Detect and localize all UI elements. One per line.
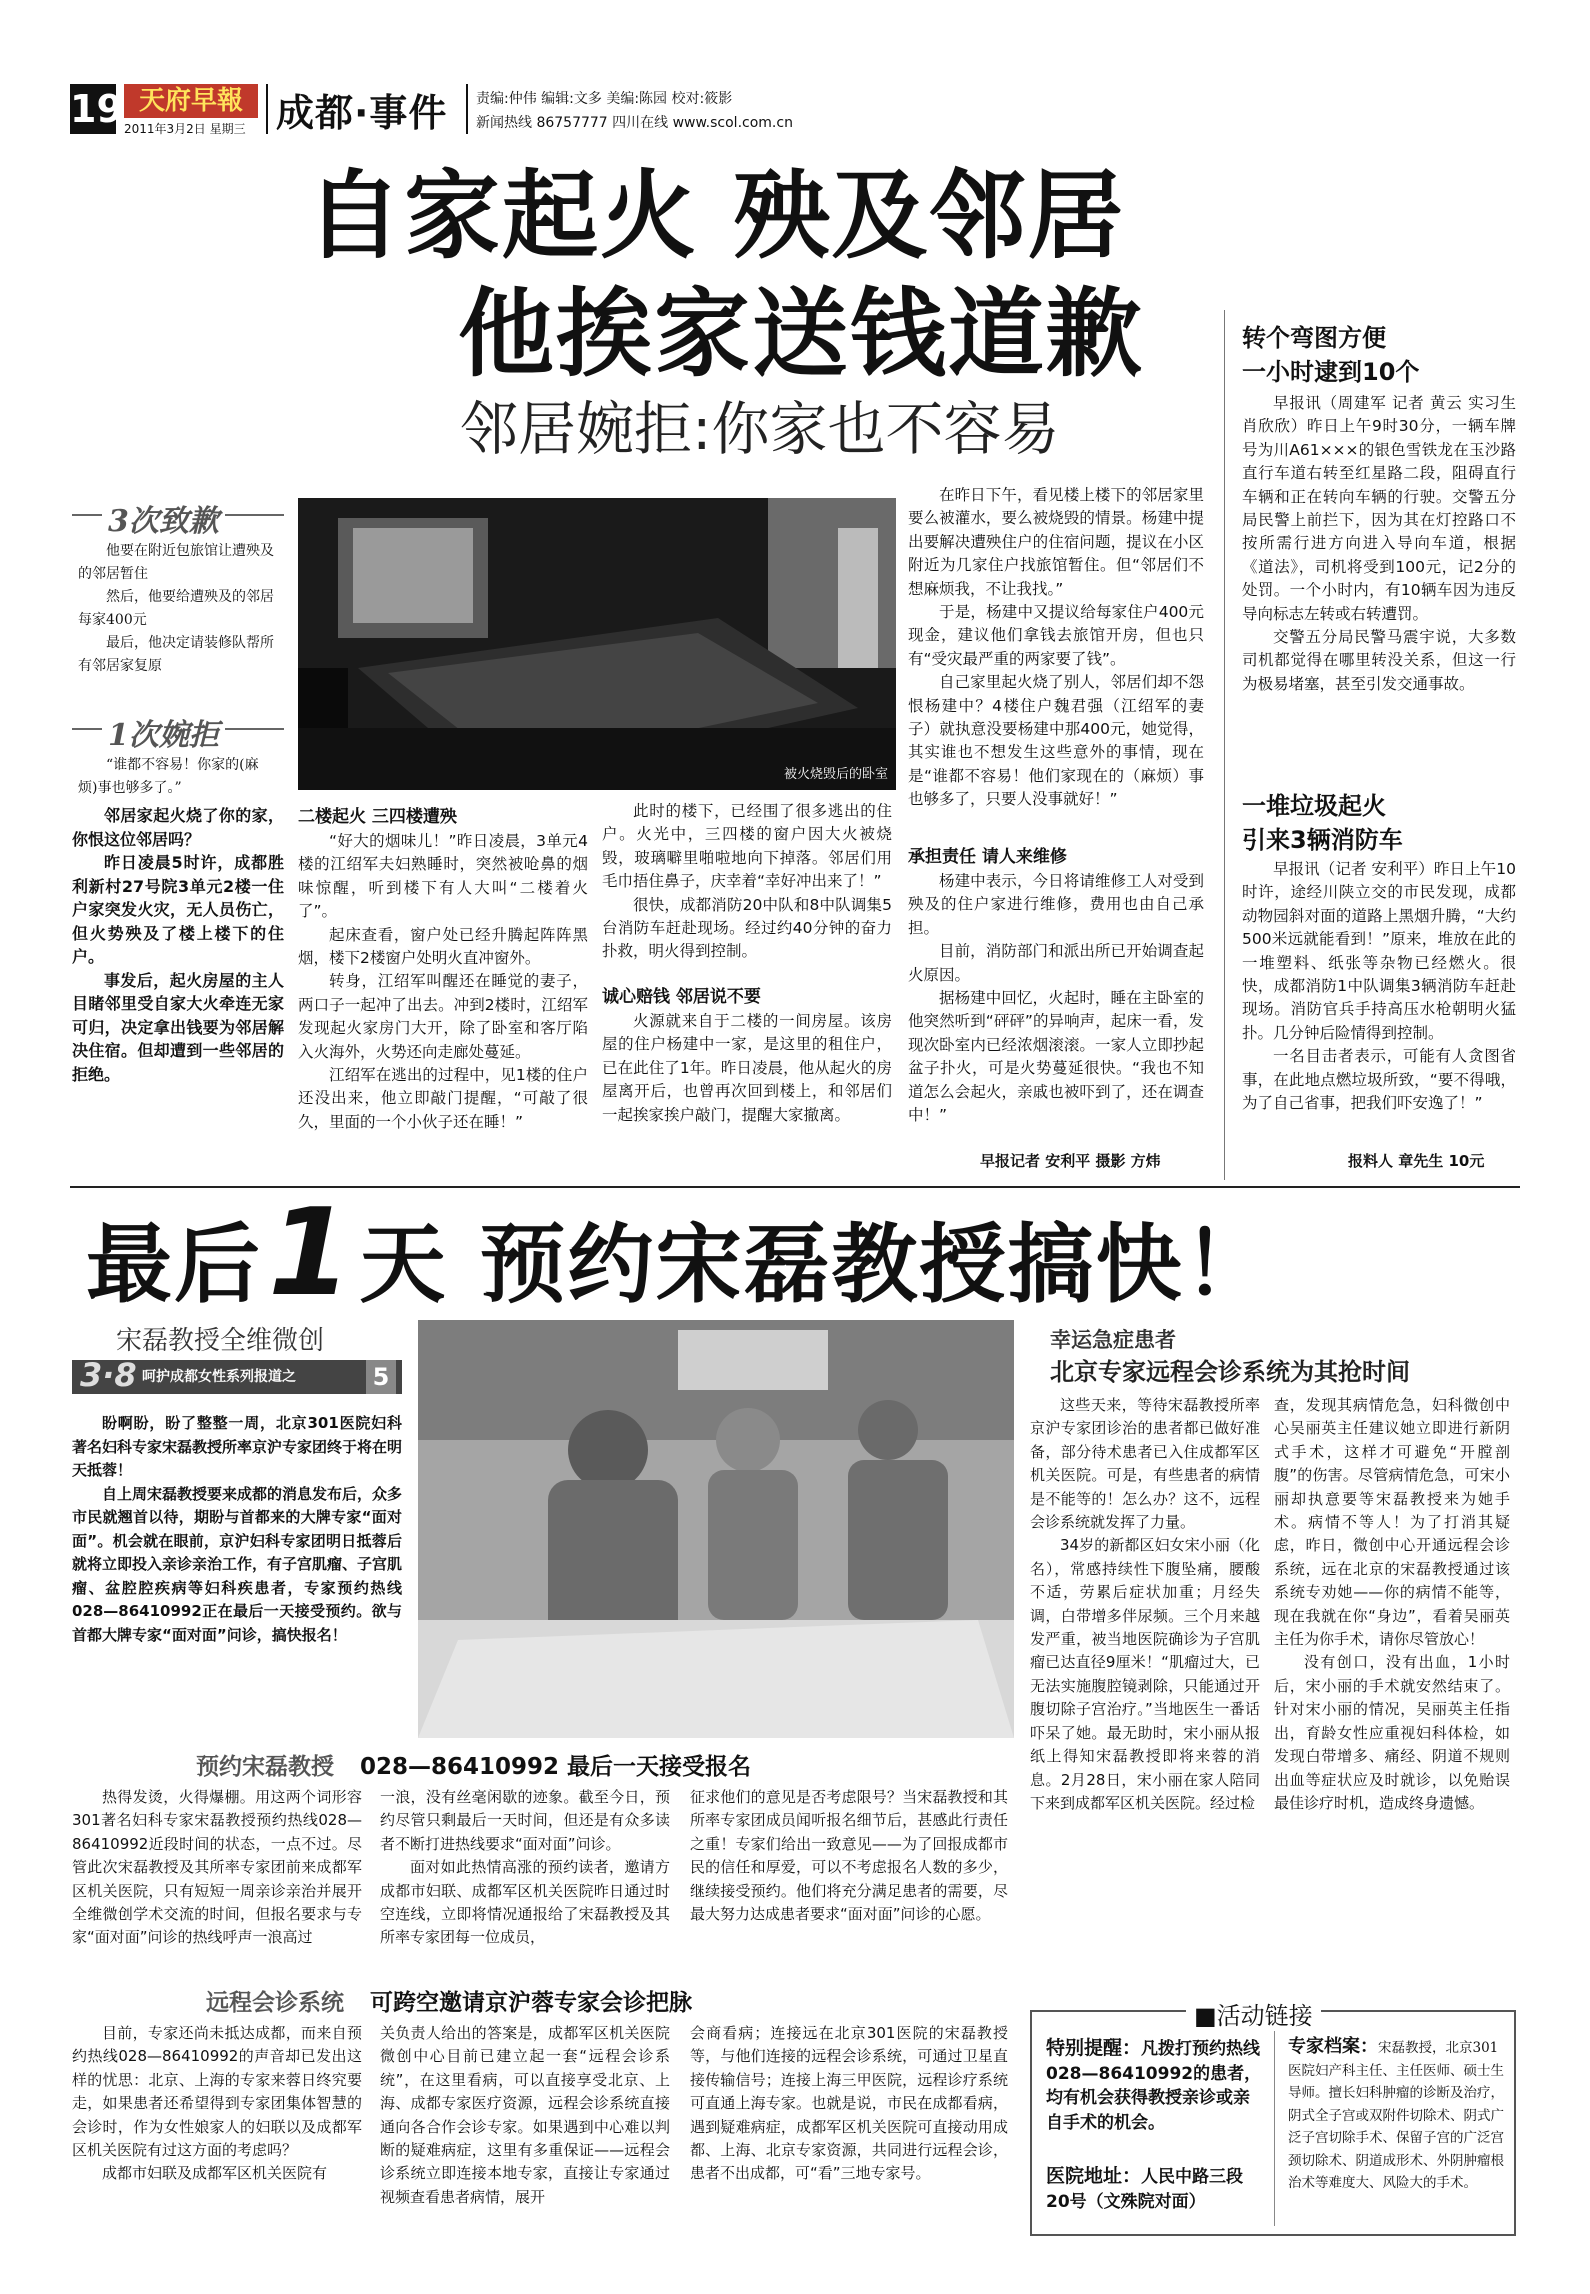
fire-byline: 早报记者 安利平 摄影 方炜 (980, 1152, 1161, 1170)
issue-date: 2011年3月2日 星期三 (124, 122, 246, 136)
editor-credits: 责编:仲伟 编辑:文多 美编:陈园 校对:筱影 (476, 91, 733, 107)
song-body-b3 (690, 2022, 1008, 2186)
burned-bedroom-photo (298, 498, 896, 790)
body-paragraph: 一名目击者表示，可能有人贪图省事，在此地点燃垃圾所致，“要不得哦，为了自己省事，把我们吓安逸了！” (1242, 1047, 1516, 1113)
refusal-sidebar (72, 710, 284, 796)
body-paragraph: 会商看病；连接远在北京301医院的宋磊教授等，与他们连接的远程会诊系统，可通过卫星直接传输信号；连接上海三甲医院，远程诊疗系统可直通上海专家。也就是说，市民在成都看病，遇到疑难病症，成都军区机关医院可直接动用成都、上海、北京专家资源，共同进行远程会诊，患者不出成都，可“看”三地专家号。 (690, 2024, 1008, 2183)
body-paragraph: 自己家里起火烧了别人，邻居们却不怨恨杨建中？4楼住户魏君强（江绍军的妻子）就执意没要杨建中那400元，她觉得，其实谁也不想发生这些意外的事情，现在是“谁都不容易！他们家现在的（麻烦）事也够多了，只要人没事就好！” (908, 673, 1204, 809)
brief-2-body (1242, 858, 1516, 1115)
burned-bedroom-image (298, 498, 896, 790)
photo-caption: 被火烧毁后的卧室 (783, 767, 888, 782)
song-body-b1 (72, 2022, 362, 2186)
sidebar-title-refusal: 1次婉拒 (102, 710, 225, 754)
body-paragraph: 面对如此热情高涨的预约读者，邀请方成都市妇联、成都军区机关医院昨日通过时空连线，立即将情况通报给了宋磊教授及其所率专家团每一位成员， (380, 1858, 670, 1947)
section-title: 成都·事件 (276, 91, 448, 135)
lucky-headline-2: 北京专家远程会诊系统为其抢时间 (1050, 1358, 1410, 1386)
activity-link-label: ■活动链接 (1186, 1996, 1321, 2031)
lead-paragraph: 昨日凌晨5时许，成都胜利新村27号院3单元2楼一住户家突发火灾，无人员伤亡，但火势殃及了楼上楼下的住户。 (72, 853, 284, 966)
body-paragraph: 据杨建中回忆，火起时，睡在主卧室的他突然听到“砰砰”的异响声，起床一看，发现次卧室内已经浓烟滚滚。一家人立即抄起盆子扑火，可是火势蔓延很快。“我也不知道怎么会起火，亲戚也被吓到了，还在调查中！” (908, 989, 1204, 1125)
body-paragraph: 火源就来自于二楼的一间房屋。该房屋的住户杨建中一家，是这里的租住户，已在此住了1年。昨日凌晨，他从起火的房屋离开后，也曾再次回到楼上，和邻居们一起挨家挨户敲门，提醒大家撤离。 (602, 1012, 892, 1124)
masthead-divider-2 (466, 84, 468, 134)
body-paragraph: 这些天来，等待宋磊教授所率京沪专家团诊治的患者都已做好准备，部分待术患者已入住成都军区机关医院。可是，有些患者的病情是不能等的！怎么办？这不，远程会诊系统就发挥了力量。 (1030, 1396, 1260, 1532)
page-number: 19 (70, 84, 116, 134)
expert-body: 宋磊教授，北京301医院妇产科主任、主任医师、硕士生导师。擅长妇科肿瘤的诊断及治疗，阴式全子宫或双附件切除术、阴式广泛子宫切除手术、保留子宫的广泛宫颈切除术、阴道成形术、外阴肿瘤根治术等难度大、风险大的手术。 (1288, 2040, 1504, 2191)
body-paragraph: 交警五分局民警马震宇说，大多数司机都觉得在哪里转没关系，但这一行为极易堵塞，甚至引发交通事故。 (1242, 628, 1516, 693)
subhead-fire-spread: 二楼起火 三四楼遭殃 (298, 807, 457, 827)
song-body-a3 (690, 1786, 1008, 1926)
subhead-reservation (196, 1748, 751, 1781)
sidebar-text-apology: 他要在附近包旅馆让遭殃及的邻居暂住 然后，他要给遭殃及的邻居每家400元 最后，他决定请装修队帮所有邻居家复原 (78, 543, 274, 674)
body-paragraph: 34岁的新都区妇女宋小丽（化名），常感持续性下腹坠痛，腰酸不适，劳累后症状加重；月经失调，白带增多伴尿频。三个月来越发严重，被当地医院确诊为子宫肌瘤已达直径9厘米！“肌瘤过大，已无法实施腹腔镜剥除，只能通过开腹切除子宫治疗。”当地医生一番话吓呆了她。最无助时，宋小丽从报纸上得知宋磊教授即将来蓉的消息。2月28日，宋小丽在家人陪同下来到成都军区机关医院。经过检 (1030, 1536, 1260, 1812)
intro-paragraph: 盼啊盼，盼了整整一周，北京301医院妇科著名妇科专家宋磊教授所率京沪专家团终于将在明天抵蓉！ (72, 1414, 403, 1479)
body-paragraph: 早报讯（周建军 记者 黄云 实习生 肖欣欣）昨日上午9时30分，一辆车牌号为川A61×××的银色雪铁龙在玉沙路直行车道右转至红星路二段，阻碍直行车辆和正在转向车辆的行驶。交警五分局民警上前拦下，因为其在灯控路口不按所需行进方向进入导向车道，根据《道法》，司机将受到100元，记2分的处罚。一个小时内，有10辆车因为违反导向标志左转或右转遭罚。 (1242, 394, 1516, 623)
series-tag (72, 1320, 402, 1404)
body-paragraph: 目前，专家还尚未抵达成都，而来自预约热线028—86410992的声音却已发出这样的忧思：北京、上海的专家来蓉日终究要走，如果患者还希望得到专家团集体智慧的会诊时，作为女性娘家人的妇联以及成都军区机关医院有过这方面的考虑吗？ (72, 2024, 362, 2160)
body-paragraph: 转身，江绍军叫醒还在睡觉的妻子，两口子一起冲了出去。冲到2楼时，江绍军发现起火家房门大开，除了卧室和客厅陷入火海外，火势还向走廊处蔓延。 (298, 972, 588, 1061)
masthead-divider (266, 84, 268, 134)
song-headline-a: 最后 (86, 1215, 262, 1315)
song-headline-number: 1 (268, 1184, 354, 1323)
lucky-col-1 (1030, 1394, 1260, 1815)
address-label: 医院地址： (1046, 2165, 1142, 2187)
body-paragraph: 很快，成都消防20中队和8中队调集5台消防车赶赴现场。经过约40分钟的奋力扑救，明火得到控制。 (602, 895, 892, 961)
fire-subheadline: 邻居婉拒:你家也不容易 (460, 395, 1060, 463)
expert-label: 专家档案： (1288, 2036, 1378, 2057)
lead-paragraph: 邻居家起火烧了你的家，你恨这位邻居吗？ (72, 806, 284, 849)
series-title: 宋磊教授全维微创 (116, 1326, 325, 1356)
body-paragraph: 江绍军在逃出的过程中，见1楼的住户还没出来，他立即敲门提醒，“可敲了很久，里面的一个小伙子还在睡！” (298, 1066, 588, 1131)
body-paragraph: 在昨日下午，看见楼上楼下的邻居家里要么被灌水，要么被烧毁的情景。杨建中提出要解决遭殃住户的住宿问题，提议在小区附近为几家住户找旅馆暂住。但“邻居们不想麻烦我，不让我找。” (908, 486, 1204, 598)
song-body-a1 (72, 1786, 362, 1950)
body-paragraph: 早报讯（记者 安利平）昨日上午10时许，途经川陕立交的市民发现，成都动物园斜对面的道路上黑烟升腾，“大约500米远就能看到！”原来，堆放在此的一堆塑料、纸张等杂物已经燃火。很快，成都消防1中队调集3辆消防车赶赴现场。消防官兵手持高压水枪朝明火猛扑。几分钟后险情得到控制。 (1242, 860, 1516, 1042)
subhead-remote-label: 远程会诊系统 (206, 1990, 344, 2016)
song-body-b2 (380, 2022, 670, 2209)
fire-col-3b (602, 1010, 892, 1127)
subhead-compensation: 诚心赔钱 邻居说不要 (602, 987, 761, 1007)
fire-lead (72, 804, 284, 1086)
subhead-reservation-label: 预约宋磊教授 (196, 1754, 334, 1780)
sidebar-title-apology: 3次致歉 (102, 496, 225, 540)
notice-body: 凡拨打预约热线028—86410992的患者，均有机会获得教授亲诊或亲自手术的机会。 (1046, 2039, 1262, 2133)
lucky-col-2 (1274, 1394, 1510, 1815)
body-paragraph: 于是，杨建中又提议给每家住户400元现金，建议他们拿钱去旅馆开房，但也只有“受灾最严重的两家要了钱”。 (908, 603, 1204, 668)
brief-1-headline-2: 一小时逮到10个 (1242, 358, 1420, 386)
lucky-headline-1: 幸运急症患者 (1050, 1328, 1176, 1352)
subhead-responsibility: 承担责任 请人来维修 (908, 847, 1067, 867)
tipster-credit: 报料人 章先生 10元 (1348, 1152, 1485, 1170)
body-paragraph: 此时的楼下，已经围了很多逃出的住户。火光中，三四楼的窗户因大火被烧毁，玻璃噼里啪啦地向下掉落。邻居们用毛巾捂住鼻子，庆幸着“幸好冲出来了！” (602, 802, 892, 891)
body-paragraph: 热得发烫，火得爆棚。用这两个词形容301著名妇科专家宋磊教授预约热线028—86410992近段时间的状态，一点不过。尽管此次宋磊教授及其所率专家团前来成都军区机关医院，只有短短一周亲诊亲治并展开全维微创学术交流的时间，但报名要求与专家“面对面”问诊的热线呼声一浪高过 (72, 1788, 362, 1947)
fire-col-3a (602, 800, 892, 964)
surgery-photo (418, 1320, 1014, 1738)
series-number: 5 (366, 1360, 396, 1394)
body-paragraph: 目前，消防部门和派出所已开始调查起火原因。 (908, 942, 1204, 984)
notice-text (1046, 2036, 1264, 2135)
body-paragraph: 起床查看，窗户处已经升腾起阵阵黑烟，楼下2楼窗户处明火直冲窗外。 (298, 925, 588, 968)
subhead-remote-text: 可跨空邀请京沪蓉专家会诊把脉 (370, 1990, 692, 2016)
address-body: 人民中路三段20号（文殊院对面） (1046, 2167, 1244, 2212)
brief-2-headline-1: 一堆垃圾起火 (1242, 792, 1386, 820)
subhead-reservation-text: 028—86410992 最后一天接受报名 (360, 1754, 752, 1780)
body-paragraph: 成都市妇联及成都军区机关医院有 (102, 2164, 328, 2183)
sidebar-text-refusal: “谁都不容易！你家的(麻烦)事也够多了。” (78, 757, 259, 796)
body-paragraph: 查，发现其病情危急，妇科微创中心吴丽英主任建议她立即进行新阴式手术，这样才可避免“开膛剖腹”的伤害。尽管病情危急，可宋小丽却执意要等宋磊教授来为她手术。病情不等人！为了打消其疑虑，昨日，微创中心开通远程会诊系统，远在北京的宋磊教授通过该系统专劝她——你的病情不能等，现在我就在你“身边”，看着吴丽英主任为你手术，请你尽管放心！ (1274, 1396, 1510, 1649)
body-paragraph: 征求他们的意见是否考虑限号？当宋磊教授和其所率专家团成员闻听报名细节后，甚感此行责任之重！专家们给出一致意见——为了回报成都市民的信任和厚爱，可以不考虑报名人数的多少，继续接受预约。他们将充分满足患者的需要，尽最大努力达成患者要求“面对面”问诊的心愿。 (690, 1788, 1008, 1924)
expert-profile (1288, 2036, 1506, 2195)
address-text (1046, 2164, 1264, 2214)
intro-paragraph: 自上周宋磊教授要来成都的消息发布后，众多市民就翘首以待，期盼与首都来的大牌专家“面对面”。机会就在眼前，京沪妇科专家团明日抵蓉后就将立即投入亲诊亲治工作，有子宫肌瘤、子宫肌瘤、盆腔腔疾病等妇科疾患者，专家预约热线028—86410992正在最后一天接受预约。欲与首都大牌专家“面对面”问诊，搞快报名！ (72, 1484, 403, 1644)
song-intro (72, 1412, 402, 1647)
paper-logo: 天府早報 (124, 84, 258, 118)
lead-paragraph: 事发后，起火房屋的主人目睹邻里受自家大火牵连无家可归，决定拿出钱要为邻居解决住宿。但却遭到一些邻居的拒绝。 (72, 970, 284, 1084)
brief-2-headline-2: 引来3辆消防车 (1242, 826, 1403, 854)
body-paragraph: 没有创口，没有出血，1小时后，宋小丽的手术就安然结束了。针对宋小丽的情况，吴丽英主任指出，育龄女性应重视妇科体检，如发现白带增多、痛经、阴道不规则出血等症状应及时就诊，以免贻误最佳诊疗时机，造成终身遗憾。 (1274, 1653, 1510, 1812)
subhead-remote (206, 1984, 692, 2017)
fire-col-4b (908, 870, 1204, 1127)
brief-1-body (1242, 392, 1516, 696)
surgery-image (418, 1320, 1014, 1738)
song-headline-b: 天 预约宋磊教授搞快！ (359, 1215, 1272, 1315)
activity-box (1030, 2010, 1516, 2236)
fire-col-2 (298, 830, 588, 1134)
body-paragraph: “好大的烟味儿！”昨日凌晨，3单元4楼的江绍军夫妇熟睡时，突然被呛鼻的烟味惊醒，听到楼下有人大叫“二楼着火了”。 (298, 832, 588, 921)
fire-col-4a (908, 484, 1204, 812)
body-paragraph: 杨建中表示，今日将请维修工人对受到殃及的住户家进行维修，费用也由自己承担。 (908, 872, 1204, 937)
fire-headline-1: 自家起火 殃及邻居 (306, 160, 1126, 272)
series-date: 3·8 (80, 1356, 137, 1394)
body-paragraph: 一浪，没有丝毫闲歇的迹象。截至今日，预约尽管只剩最后一天时间，但还是有众多读者不断打进热线要求“面对面”问诊。 (380, 1788, 670, 1853)
activity-inner-divider (1274, 2030, 1275, 2226)
song-body-a2 (380, 1786, 670, 1950)
body-paragraph: 关负责人给出的答案是，成都军区机关医院微创中心目前已建立起一套“远程会诊系统”，在这里看病，可以直接享受北京、上海、成都专家医疗资源，远程会诊系统直接通向各合作会诊专家。如果遇到中心难以判断的疑难病症，这里有多重保证——远程会诊系统立即连接本地专家，直接让专家通过视频查看患者病情，展开 (380, 2024, 670, 2206)
song-headline (86, 1184, 1272, 1323)
notice-label: 特别提醒： (1046, 2037, 1142, 2059)
fire-headline-2: 他挨家送钱道歉 (458, 278, 1144, 390)
brief-1-headline-1: 转个弯图方便 (1242, 324, 1386, 352)
news-hotline: 新闻热线 86757777 四川在线 www.scol.com.cn (476, 115, 793, 131)
series-subtitle: 呵护成都女性系列报道之 (142, 1369, 296, 1385)
column-divider (1224, 310, 1225, 1180)
